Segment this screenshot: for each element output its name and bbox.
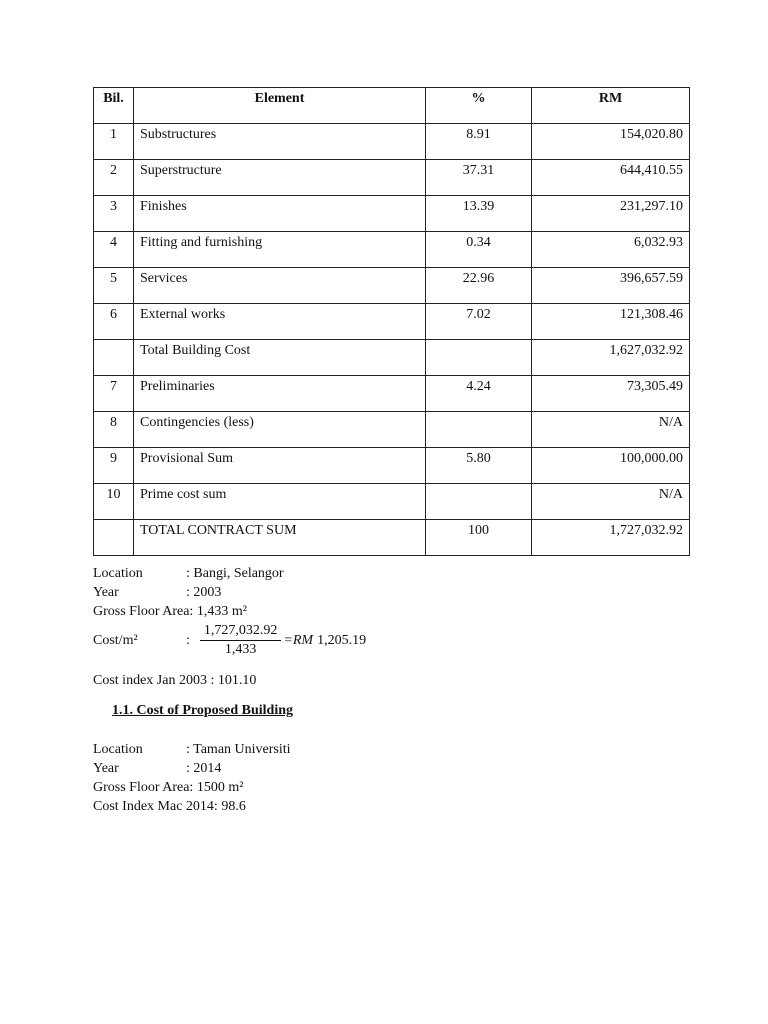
cost-label: Cost/m² [93,632,138,648]
location-line [93,564,284,583]
cell-element: Contingencies (less) [134,412,426,448]
table-row [94,448,690,484]
cell-bil: 9 [94,448,134,484]
cell-rm: N/A [532,412,690,448]
cell-percent: 13.39 [426,196,532,232]
cell-bil: 7 [94,376,134,412]
table-row [94,232,690,268]
cost-result-prefix: =RM [283,632,314,648]
location-label: Location [93,742,143,757]
cell-percent: 100 [426,520,532,556]
table-row [94,376,690,412]
table-row-total-contract-sum [94,520,690,556]
cost-fraction [200,622,282,659]
cell-percent: 8.91 [426,124,532,160]
cell-bil: 2 [94,160,134,196]
cell-bil: 8 [94,412,134,448]
cell-rm: 644,410.55 [532,160,690,196]
cell-element: External works [134,304,426,340]
cell-bil [94,340,134,376]
cell-bil: 5 [94,268,134,304]
year-value: : 2014 [186,761,222,776]
cell-bil: 10 [94,484,134,520]
cell-bil: 4 [94,232,134,268]
location-value: : Taman Universiti [186,742,291,757]
cell-element: Substructures [134,124,426,160]
cell-element: Preliminaries [134,376,426,412]
cell-percent: 7.02 [426,304,532,340]
table-row [94,412,690,448]
section-heading: 1.1. Cost of Proposed Building [112,703,293,718]
gross-floor-area: Gross Floor Area: 1500 m² [93,780,244,795]
table-row [94,484,690,520]
cell-rm: 100,000.00 [532,448,690,484]
table-header-row [94,88,690,124]
cell-rm: 73,305.49 [532,376,690,412]
location-line [93,740,291,759]
cell-bil [94,520,134,556]
table-row [94,196,690,232]
cell-rm: 396,657.59 [532,268,690,304]
header-rm: RM [532,88,690,124]
cost-per-m2-line [93,622,366,659]
cost-colon: : [186,632,190,648]
cell-percent: 37.31 [426,160,532,196]
cost-result-value: 1,205.19 [317,632,367,648]
cell-rm: 1,727,032.92 [532,520,690,556]
table-row [94,160,690,196]
header-bil: Bil. [94,88,134,124]
cell-element: TOTAL CONTRACT SUM [134,520,426,556]
cell-rm: 231,297.10 [532,196,690,232]
cell-percent: 5.80 [426,448,532,484]
header-percent: % [426,88,532,124]
cell-element: Services [134,268,426,304]
cost-denominator: 1,433 [224,642,257,657]
cell-rm: 1,627,032.92 [532,340,690,376]
cell-bil: 1 [94,124,134,160]
year-value: : 2003 [186,585,222,600]
cell-rm: N/A [532,484,690,520]
cell-percent: 22.96 [426,268,532,304]
location-label: Location [93,566,143,581]
cell-element: Provisional Sum [134,448,426,484]
year-line [93,759,291,778]
cell-percent [426,412,532,448]
cell-element: Superstructure [134,160,426,196]
cell-rm: 154,020.80 [532,124,690,160]
header-element: Element [134,88,426,124]
proposed-building-info [93,740,291,816]
cost-index-proposed: Cost Index Mac 2014: 98.6 [93,799,246,814]
gross-floor-area: Gross Floor Area: 1,433 m² [93,604,247,619]
cell-percent: 4.24 [426,376,532,412]
cell-element: Prime cost sum [134,484,426,520]
cost-numerator: 1,727,032.92 [200,622,282,641]
cost-index-existing: Cost index Jan 2003 : 101.10 [93,673,257,688]
table-row [94,304,690,340]
cost-table [93,87,690,556]
cell-bil: 6 [94,304,134,340]
year-line [93,583,284,602]
year-label: Year [93,761,119,776]
cell-percent [426,484,532,520]
cell-percent: 0.34 [426,232,532,268]
existing-building-info [93,564,284,621]
cell-element: Finishes [134,196,426,232]
cell-percent [426,340,532,376]
table-row [94,268,690,304]
year-label: Year [93,585,119,600]
location-value: : Bangi, Selangor [186,566,284,581]
cell-element: Total Building Cost [134,340,426,376]
table-row-total-building-cost [94,340,690,376]
cell-element: Fitting and furnishing [134,232,426,268]
table-row [94,124,690,160]
cell-rm: 6,032.93 [532,232,690,268]
cell-bil: 3 [94,196,134,232]
cell-rm: 121,308.46 [532,304,690,340]
